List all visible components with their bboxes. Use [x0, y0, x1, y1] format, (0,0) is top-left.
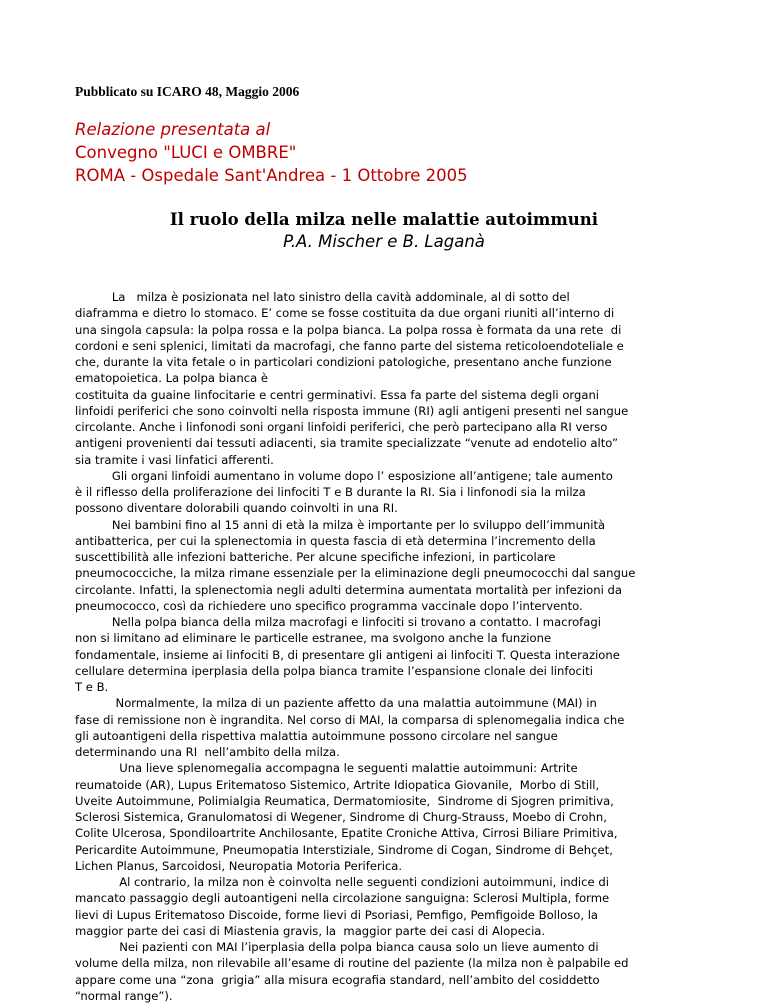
body-line: T e B. — [75, 680, 109, 694]
body-line: maggior parte dei casi di Miastenia gravis, la maggior parte dei casi di Alopecia. — [75, 923, 546, 938]
article-authors: P.A. Mischer e B. Laganà — [283, 232, 485, 251]
conference-venue-date: ROMA - Ospedale Sant'Andrea - 1 Ottobre 2005 — [75, 166, 468, 185]
body-line: fase di remissione non è ingrandita. Nel corso di MAI, la comparsa di splenomegalia indica che — [75, 712, 625, 727]
conference-name: Convegno "LUCI e OMBRE" — [75, 143, 297, 162]
body-line: circolante. Infatti, la splenectomia negli adulti determina aumentata mortalità per infezioni da — [75, 582, 622, 597]
body-line: antibatterica, per cui la splenectomia in questa fascia di età determina l’incremento della — [75, 533, 596, 548]
conference-intro: Relazione presentata al — [75, 120, 271, 139]
body-line: costituita da guaine linfocitarie e centri germinativi. Essa fa parte del sistema degli organi — [75, 387, 600, 402]
body-line: mancato passaggio degli autoantigeni nella circolazione sanguigna: Sclerosi Multipla, forme — [75, 891, 610, 906]
publication-note: Pubblicato su ICARO 48, Maggio 2006 — [75, 84, 300, 99]
body-line: cordoni e seni splenici, limitati da macrofagi, che fanno parte del sistema reticoloendoteliale e — [75, 338, 624, 353]
body-line: pneumococciche, la milza rimane essenziale per la eliminazione degli pneumococchi dal sangue — [75, 566, 636, 581]
body-line: circolante. Anche i linfonodi soni organi linfoidi periferici, che però partecipano alla RI verso — [75, 420, 608, 434]
body-line: Nei bambini fino al 15 anni di età la milza è importante per lo sviluppo dell’immunità — [75, 517, 606, 532]
body-line: fondamentale, insieme ai linfociti B, di presentare gli antigeni ai linfociti T. Questa interazione — [75, 647, 620, 662]
body-line: diaframma e dietro lo stomaco. E’ come se fosse costituita da due organi riuniti all’interno di — [75, 306, 615, 321]
body-line: gli autoantigeni della rispettiva malattia autoimmune possono circolare nel sangue — [75, 728, 558, 743]
conference-info — [75, 118, 468, 187]
body-line: antigeni provenienti dai tessuti adiacenti, sia tramite specializzate “venute ad endotelio alto” — [75, 436, 618, 451]
body-line: Colite Ulcerosa, Spondiloartrite Anchilosante, Epatite Croniche Attiva, Cirrosi Biliare Primitiva, — [75, 826, 618, 841]
body-line: Una lieve splenomegalia accompagna le seguenti malattie autoimmuni: Artrite — [75, 761, 578, 776]
body-line: è il riflesso della proliferazione dei linfociti T e B durante la RI. Sia i linfonodi sia la milza — [75, 485, 586, 499]
body-line: che, durante la vita fetale o in particolari condizioni patologiche, presentano anche funzione — [75, 355, 612, 369]
body-line: Pericardite Autoimmune, Pneumopatia Interstiziale, Sindrome di Cogan, Sindrome di Behçet, — [75, 842, 613, 857]
body-line: sia tramite i vasi linfatici afferenti. — [75, 452, 274, 467]
body-line: Nei pazienti con MAI l’iperplasia della polpa bianca causa solo un lieve aumento di — [75, 940, 599, 954]
body-line: possono diventare dolorabili quando coinvolti in una RI. — [75, 501, 398, 516]
article-body — [75, 289, 715, 1004]
body-line: reumatoide (AR), Lupus Eritematoso Sistemico, Artrite Idiopatica Giovanile, Morbo di Still, — [75, 777, 600, 792]
body-line: La milza è posizionata nel lato sinistro della cavità addominale, al di sotto del — [75, 290, 570, 304]
body-line: suscettibilità alle infezioni batteriche. Per alcune specifiche infezioni, in particolare — [75, 550, 556, 564]
body-line: Lichen Planus, Sarcoidosi, Neuropatia Motoria Periferica. — [75, 858, 403, 873]
body-line: una singola capsula: la polpa rossa e la polpa bianca. La polpa rossa è formata da una rete di — [75, 322, 622, 337]
body-line: volume della milza, non rilevabile all’esame di routine del paziente (la milza non è palpabile ed — [75, 956, 629, 971]
body-line: Gli organi linfoidi aumentano in volume dopo l’ esposizione all’antigene; tale aumento — [75, 468, 613, 483]
body-line: cellulare determina iperplasia della polpa bianca tramite l’espansione clonale dei linfociti — [75, 663, 593, 678]
body-line: non si limitano ad eliminare le particelle estranee, ma svolgono anche la funzione — [75, 631, 552, 646]
body-line: pneumococco, così da richiedere uno specifico programma vaccinale dopo l’intervento. — [75, 598, 583, 613]
body-line: lievi di Lupus Eritematoso Discoide, forme lievi di Psoriasi, Pemfigo, Pemfigoide Bolloso, la — [75, 907, 599, 922]
body-line: determinando una RI nell’ambito della milza. — [75, 745, 340, 759]
article-title: Il ruolo della milza nelle malattie autoimmuni — [169, 210, 599, 229]
body-line: Nella polpa bianca della milza macrofagi e linfociti si trovano a contatto. I macrofagi — [75, 615, 601, 629]
body-line: linfoidi periferici che sono coinvolti nella risposta immune (RI) agli antigeni presenti nel sangue — [75, 403, 629, 418]
body-line: ematopoietica. La polpa bianca è — [75, 371, 268, 386]
body-line: Normalmente, la milza di un paziente affetto da una malattia autoimmune (MAI) in — [75, 696, 597, 711]
body-line: Uveite Autoimmune, Polimialgia Reumatica, Dermatomiosite, Sindrome di Sjogren primitiva, — [75, 793, 614, 808]
body-line: “normal range”). — [75, 988, 173, 1003]
body-line: Sclerosi Sistemica, Granulomatosi di Wegener, Sindrome di Churg-Strauss, Moebo di Crohn, — [75, 810, 607, 824]
body-line: appare come una “zona grigia” alla misura ecografia standard, nell’ambito del cosiddetto — [75, 972, 600, 987]
body-line: Al contrario, la milza non è coinvolta nelle seguenti condizioni autoimmuni, indice di — [75, 875, 609, 889]
